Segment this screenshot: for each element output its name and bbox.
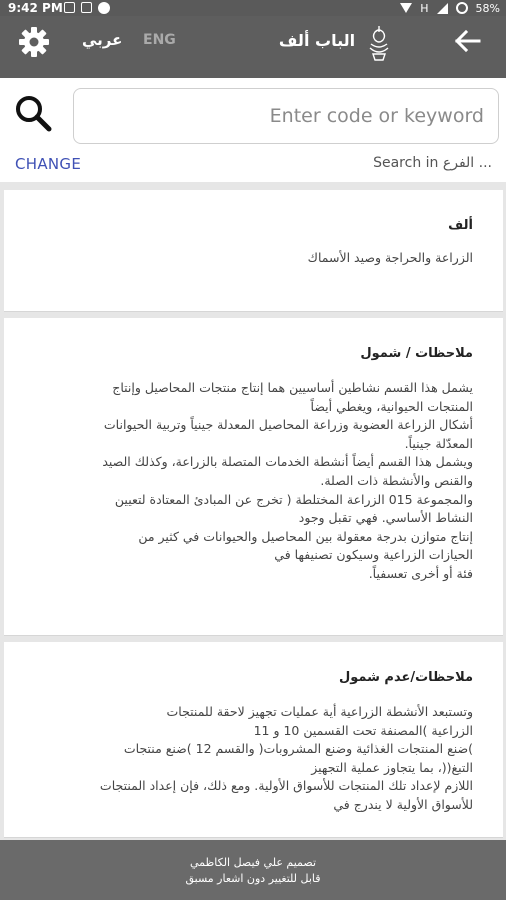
- card-body: وتستبعد الأنشطة الزراعية أية عمليات تجهيز لاحقة للمنتجات الزراعية )المصنفة تحت القسمين 10 و 11 )ضنع المنتجات الغذائية وضنع المشروبات( والقسم 12 )ضنع منتجات التبغ((، بما يتجاوز عملية التجهيز اللازم لإعداد تلك المنتجات للأسواق الأولية. ومع ذلك، فإن إعداد المنتجات للأسواق الأولية لا يندرج في: [99, 704, 473, 812]
- card-body: يشمل هذا القسم نشاطين أساسيين هما إنتاج منتجات المحاصيل وإنتاج المنتجات الحيوانية، ويغطي أيضاً أشكال الزراعة العضوية وزراعة المحاصيل المعدلة جينياً وتربية الحيوانات المعدّلة جينياً. ويشمل هذا القسم أيضاً أنشطة الخدمات المتصلة بالزراعة، وكذلك الصيد والقنص والأنشطة ذات الصلة. والمجموعة 015 الزراعة المختلطة ( تخرج عن المبادئ المعتادة لتعيين النشاط الأساسي. فهي تقبل وجود إنتاج متوازن بدرجة معقولة بين المحاصيل والحيوانات في كثير من الحيازات الزراعية وسيكون تصنيفها في فئة أو أخرى تعسفياً.: [102, 380, 473, 581]
- notification-icons: [64, 2, 110, 14]
- status-time: 9:42 PM: [8, 1, 63, 15]
- search-input[interactable]: [73, 88, 499, 144]
- whatsapp-icon: [98, 2, 110, 14]
- change-scope-button[interactable]: CHANGE: [15, 155, 82, 173]
- search-scope-label: Search in الفرع ...: [373, 155, 492, 171]
- inclusion-notes-card: [4, 318, 503, 636]
- back-arrow-icon[interactable]: [452, 26, 482, 56]
- wifi-icon: [400, 3, 412, 13]
- emblem-logo: [366, 24, 392, 62]
- footer-disclaimer: قابل للتغيير دون اشعار مسبق: [185, 872, 321, 885]
- card-title: ملاحظات/عدم شمول: [338, 670, 473, 685]
- footer: [0, 840, 506, 900]
- exclusion-notes-card: [4, 642, 503, 838]
- card-title: ألف: [448, 218, 473, 233]
- footer-credit: تصميم علي فيصل الكاظمي: [189, 856, 317, 869]
- search-row: [0, 78, 506, 148]
- notification-icon: [81, 2, 92, 13]
- network-type: H: [420, 1, 429, 15]
- status-bar: [0, 0, 506, 16]
- section-card: [4, 190, 503, 312]
- search-scope-row: [0, 148, 506, 182]
- gear-icon[interactable]: [18, 26, 50, 58]
- card-body: الزراعة والحراجة وصيد الأسماك: [307, 250, 473, 265]
- card-title: ملاحظات / شمول: [360, 346, 473, 361]
- signal-icon: [437, 3, 448, 14]
- system-icons: [400, 0, 500, 16]
- page-title: الباب ألف: [278, 31, 356, 50]
- search-icon[interactable]: [14, 94, 52, 132]
- language-english-button[interactable]: ENG: [143, 32, 176, 48]
- notification-icon: [64, 2, 75, 13]
- language-arabic-button[interactable]: عربي: [82, 31, 123, 49]
- battery-icon: [456, 2, 468, 14]
- app-bar: [0, 16, 506, 78]
- battery-percent: 58%: [475, 1, 500, 15]
